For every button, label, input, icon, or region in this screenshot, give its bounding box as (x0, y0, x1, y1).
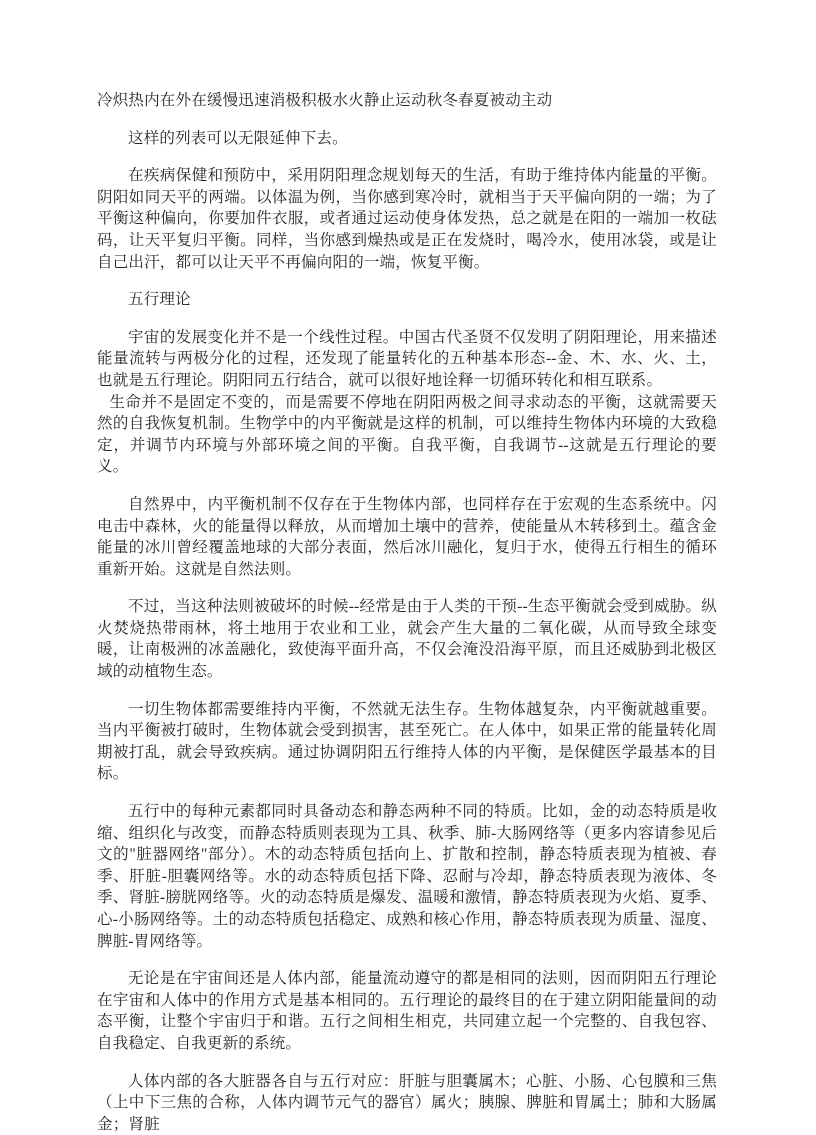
antonym-word-list-line: 冷炽热内在外在缓慢迅速消极积极水火静止运动秋冬春夏被动主动 (97, 92, 553, 109)
paragraph-universe-development: 宇宙的发展变化并不是一个线性过程。中国古代圣贤不仅发明了阴阳理论，用来描述能量流转与两极分化的过程，还发现了能量转化的五种基本形态--金、木、水、火、土，也就是五行理论。阴阳同五行结合，就可以很好地诠释一切循环转化和相互联系。 (97, 328, 717, 389)
paragraph-life-dynamic-balance: 生命并不是固定不变的，而是需要不停地在阴阳两极之间寻求动态的平衡，这就需要天然的自我恢复机制。生物学中的内平衡就是这样的机制，可以维持生物体内环境的大致稳定，并调节内环境与外部环境之间的平衡。自我平衡，自我调节--这就是五行理论的要义。 (97, 393, 717, 476)
paragraph-organ-correspondence: 人体内部的各大脏器各自与五行对应：肝脏与胆囊属木；心脏、小肠、心包膜和三焦（上中下三焦的合称，人体内调节元气的器官）属火；胰腺、脾脏和胃属土；肺和大肠属金；肾脏 (97, 1072, 717, 1133)
paragraph-ecological-threat: 不过，当这种法则被破坏的时候--经常是由于人类的干预--生态平衡就会受到威胁。纵火焚烧热带雨林，将土地用于农业和工业，就会产生大量的二氧化碳，从而导致全球变暖，让南极洲的冰盖融化，致使海平面升高，不仅会淹没沿海平原，而且还威胁到北极区域的动植物生态。 (97, 598, 717, 681)
paragraph-nature-homeostasis: 自然界中，内平衡机制不仅存在于生物体内部，也同样存在于宏观的生态系统中。闪电击中森林，火的能量得以释放，从而增加土壤中的营养，使能量从木转移到土。蕴含金能量的冰川曾经覆盖地球的大部分表面，然后冰川融化，复归于水，使得五行相生的循环重新开始。这就是自然法则。 (97, 495, 717, 578)
section-heading-five-elements: 五行理论 (128, 291, 191, 309)
paragraph-yinyang-balance: 在疾病保健和预防中，采用阴阳理念规划每天的生活，有助于维持体内能量的平衡。阴阳如同天平的两端。以体温为例，当你感到寒冷时，就相当于天平偏向阴的一端；为了平衡这种偏向，你要加件衣服，或者通过运动使身体发热，总之就是在阳的一端加一枚砝码，让天平复归平衡。同样，当你感到燥热或是正在发烧时，喝冷水，使用冰袋，或是让自己出汗，都可以让天平不再偏向阳的一端，恢复平衡。 (97, 167, 717, 271)
paragraph-element-qualities: 五行中的每种元素都同时具备动态和静态两种不同的特质。比如，金的动态特质是收缩、组织化与改变，而静态特质则表现为工具、秋季、肺-大肠网络等（更多内容请参见后文的"脏器网络"部分）。木的动态特质包括向上、扩散和控制，静态特质表现为植被、春季、肝脏-胆囊网络等。水的动态特质包括下降、忍耐与冷却，静态特质表现为液体、冬季、肾脏-膀胱网络等。火的动态特质是爆发、温暖和激情，静态特质表现为火焰、夏季、心-小肠网络等。土的动态特质包括稳定、成熟和核心作用，静态特质表现为质量、湿度、脾脏-胃网络等。 (97, 803, 717, 950)
paragraph-universal-law: 无论是在宇宙间还是人体内部，能量流动遵守的都是相同的法则，因而阴阳五行理论在宇宙和人体中的作用方式是基本相同的。五行理论的最终目的在于建立阴阳能量间的动态平衡，让整个宇宙归于和谐。五行之间相生相克，共同建立起一个完整的、自我包容、自我稳定、自我更新的系统。 (97, 970, 717, 1052)
paragraph-list-note: 这样的列表可以无限延伸下去。 (128, 129, 348, 147)
paragraph-organism-homeostasis: 一切生物体都需要维持内平衡，不然就无法生存。生物体越复杂，内平衡就越重要。当内平衡被打破时，生物体就会受到损害，甚至死亡。在人体中，如果正常的能量转化周期被打乱，就会导致疾病。通过协调阴阳五行维持人体的内平衡，是保健医学最基本的目标。 (97, 700, 717, 783)
